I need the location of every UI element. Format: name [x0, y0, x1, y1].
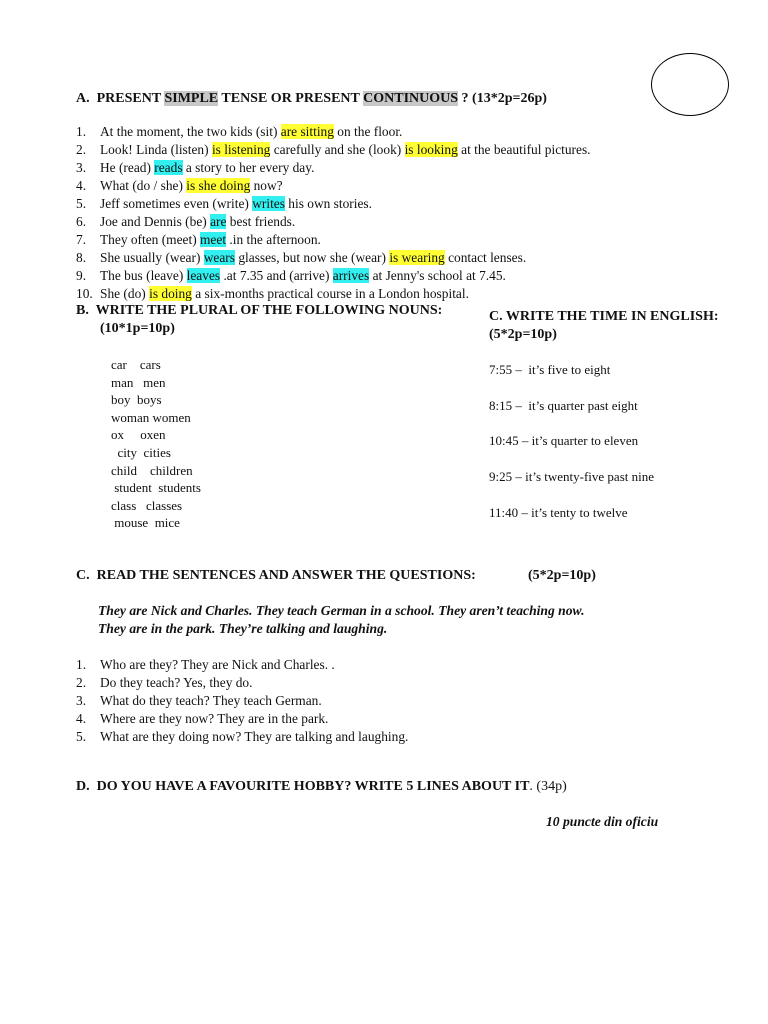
answer-highlight: is listening [211, 142, 271, 157]
item-text: She usually (wear) [100, 250, 204, 265]
item-number: 8. [76, 250, 87, 265]
item-text: Jeff sometimes even (write) [100, 196, 253, 211]
section-b-points: (10*1p=10p) [100, 321, 175, 336]
answer-highlight: is doing [149, 286, 192, 301]
question-item [76, 657, 335, 673]
item-number: 7. [76, 232, 87, 247]
answer-highlight: are [210, 214, 227, 229]
passage-line-1: They are Nick and Charles. They teach German in a school. They aren’t teaching now. [98, 603, 585, 618]
noun-pair: child children [111, 462, 193, 478]
item-number: 3. [76, 693, 87, 708]
item-number: 5. [76, 196, 87, 211]
question-text: Where are they now? They are in the park. [100, 711, 329, 726]
noun-pair: student students [111, 480, 201, 496]
time-answer: 11:40 – it’s tenty to twelve [489, 504, 628, 520]
exercise-item [76, 214, 295, 230]
exercise-item [76, 124, 402, 140]
item-number: 1. [76, 657, 87, 672]
section-c-points: (5*2p=10p) [528, 568, 596, 583]
item-text: at Jenny's school at 7.45. [369, 268, 506, 283]
time-answer: 9:25 – it’s twenty-five past nine [489, 469, 655, 485]
item-number: 4. [76, 178, 87, 193]
answer-highlight: reads [154, 160, 183, 175]
answer-highlight: arrives [332, 268, 370, 283]
item-number: 2. [76, 675, 87, 690]
noun-pair: mouse mice [111, 515, 180, 531]
item-number: 5. [76, 729, 87, 744]
answer-highlight: is wearing [389, 250, 445, 265]
answer-highlight: is looking [404, 142, 458, 157]
time-answer: 10:45 – it’s quarter to eleven [489, 433, 639, 449]
item-text: glasses, but now she (wear) [234, 250, 390, 265]
section-time-points: (5*2p=10p) [489, 327, 557, 342]
time-answer: 7:55 – it’s five to eight [489, 362, 611, 377]
item-number: 9. [76, 268, 87, 283]
answer-highlight: meet [200, 232, 227, 247]
exercise-item [76, 142, 591, 158]
question-text: What are they doing now? They are talking and laughing. [100, 729, 409, 744]
item-text: a story to her every day. [182, 160, 315, 175]
noun-pair: boy boys [111, 392, 162, 408]
item-text: carefully and she (look) [270, 142, 405, 157]
section-d-heading: D. DO YOU HAVE A FAVOURITE HOBBY? WRITE 5 LINES ABOUT IT. (34p) [76, 779, 567, 794]
section-b-heading: B. WRITE THE PLURAL OF THE FOLLOWING NOUNS: [76, 303, 443, 318]
item-text: at the beautiful pictures. [457, 142, 591, 157]
section-c-heading: C. READ THE SENTENCES AND ANSWER THE QUESTIONS: [76, 568, 476, 583]
exercise-item [76, 196, 372, 212]
question-item [76, 693, 322, 709]
question-item [76, 675, 252, 691]
item-number: 3. [76, 160, 87, 175]
noun-pair: city cities [111, 445, 171, 460]
answer-highlight: leaves [186, 268, 221, 283]
question-text: What do they teach? They teach German. [100, 693, 322, 708]
item-text: .at 7.35 and (arrive) [220, 268, 333, 283]
answer-highlight: is she doing [186, 178, 251, 193]
time-answer: 8:15 – it’s quarter past eight [489, 397, 638, 413]
noun-pair: class classes [111, 497, 183, 513]
question-item [76, 711, 328, 727]
question-text: Who are they? They are Nick and Charles. . [100, 657, 335, 672]
item-text: .in the afternoon. [226, 232, 321, 247]
grade-oval [651, 53, 729, 116]
item-text: his own stories. [284, 196, 372, 211]
exercise-item [76, 286, 469, 302]
section-a-heading: A. PRESENT SIMPLE TENSE OR PRESENT CONTINUOUS ? (13*2p=26p) [76, 91, 547, 106]
noun-pair: man men [111, 374, 166, 390]
item-text: He (read) [100, 160, 155, 175]
item-number: 10. [76, 286, 93, 301]
item-text: best friends. [226, 214, 296, 229]
noun-pair: car cars [111, 357, 161, 372]
item-text: Look! Linda (listen) [100, 142, 212, 157]
exercise-item [76, 250, 526, 266]
item-number: 6. [76, 214, 87, 229]
item-text: What (do / she) [100, 178, 187, 193]
exercise-item [76, 268, 506, 284]
item-text: contact lenses. [444, 250, 527, 265]
section-time-heading: C. WRITE THE TIME IN ENGLISH: [489, 309, 719, 324]
noun-pair: ox oxen [111, 427, 166, 443]
exercise-item [76, 160, 314, 176]
item-number: 2. [76, 142, 87, 157]
item-number: 1. [76, 124, 87, 139]
answer-highlight: writes [252, 196, 285, 211]
answer-highlight: wears [203, 250, 235, 265]
item-text: now? [250, 178, 283, 193]
exercise-item [76, 232, 321, 248]
item-text: a six-months practical course in a London hospital. [191, 286, 469, 301]
item-text: At the moment, the two kids (sit) [100, 124, 281, 139]
item-text: They often (meet) [100, 232, 201, 247]
noun-pair: woman women [111, 409, 191, 425]
item-text: The bus (leave) [100, 268, 187, 283]
item-number: 4. [76, 711, 87, 726]
item-text: Joe and Dennis (be) [100, 214, 211, 229]
passage-line-2: They are in the park. They’re talking and laughing. [98, 621, 388, 636]
item-text: on the floor. [333, 124, 403, 139]
exercise-item [76, 178, 283, 194]
item-text: She (do) [100, 286, 150, 301]
answer-highlight: are sitting [280, 124, 334, 139]
footer-note: 10 puncte din oficiu [546, 814, 659, 829]
question-text: Do they teach? Yes, they do. [100, 675, 253, 690]
question-item [76, 729, 408, 745]
